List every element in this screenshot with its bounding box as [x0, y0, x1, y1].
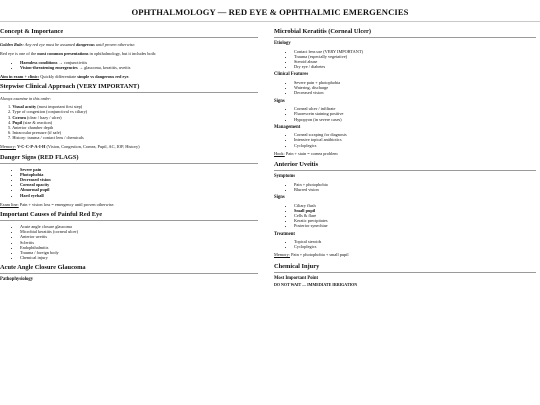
intro-text-a: Red eye is one of the: [0, 51, 38, 57]
left-column: [0, 28, 258, 283]
approach-intro: Always examine in this order:: [0, 96, 52, 102]
step-rest: (most important first step): [36, 104, 83, 110]
intro-bold: most common presentations: [37, 51, 89, 57]
memory-text: Pain + photophobia + small pupil: [290, 252, 349, 258]
list-item: [20, 65, 258, 70]
treatment-list: [274, 239, 536, 249]
page-title: OPHTHALMOLOGY — RED EYE & OPHTHALMIC EMERGENCIES: [131, 7, 409, 17]
bullet-rest: → conjunctivitis: [57, 59, 88, 65]
list-item: • Blurred vision: [294, 187, 536, 192]
step-number: 4.: [8, 119, 12, 125]
step-rest: (clear / hazy / ulcer): [25, 114, 62, 120]
approach-steps: [0, 104, 258, 140]
list-item: • Intensive topical antibiotics: [294, 137, 536, 142]
step-bold: Cornea: [12, 114, 26, 120]
hook-text: Pain + stain = cornea problem: [284, 150, 338, 156]
list-item: • Steroid abuse: [294, 59, 536, 64]
title-divider: [0, 21, 540, 22]
step-bold: Pupil: [12, 119, 23, 125]
aim-text-b: .: [128, 73, 130, 79]
list-item: • Keratic precipitates: [294, 218, 536, 223]
list-item: • Chemical injury: [20, 255, 258, 260]
chemical-subheading: Most Important Point: [274, 275, 319, 281]
concept-intro: [0, 51, 258, 56]
features-list: [274, 80, 536, 95]
list-item: • Decreased vision: [20, 177, 258, 182]
step-rest: Type of congestion (conjunctival vs ciliary): [12, 109, 88, 115]
list-item: • Cells & flare: [294, 213, 536, 218]
list-item: • Trauma (especially vegetative): [294, 54, 536, 59]
signs-list: [274, 106, 536, 121]
aim-bold: simple vs dangerous red eye: [77, 73, 129, 79]
list-item: • Fluorescein staining positive: [294, 111, 536, 116]
memory-label: Memory:: [0, 144, 16, 150]
right-column: [274, 28, 536, 288]
list-item: • Microbial keratitis (corneal ulcer): [20, 229, 258, 234]
pathophysiology-subheading: Pathophysiology: [0, 277, 34, 283]
danger-list: [0, 167, 258, 198]
hook-line: [274, 151, 536, 156]
chemical-section: [274, 263, 536, 289]
memory-bold: V-C-C-P-A-I-H: [17, 144, 46, 150]
uveitis-heading: Anterior Uveitis: [274, 161, 536, 171]
list-item: • Contact lens use (VERY IMPORTANT): [294, 49, 536, 54]
aim-line: [0, 74, 258, 79]
list-item: • Hypopyon (in severe cases): [294, 117, 536, 122]
golden-rule: [0, 42, 258, 47]
memory-rest: (Vision, Congestion, Cornea, Pupil, AC, IOP, History): [45, 144, 140, 150]
list-item: • Small pupil: [294, 208, 536, 213]
uveitis-signs-subheading: Signs: [274, 195, 285, 201]
list-item: • Corneal scraping for diagnosis: [294, 132, 536, 137]
concept-bullets: [0, 60, 258, 70]
bullet-rest: → glaucoma, keratitis, uveitis: [77, 64, 131, 70]
step-rest: History: trauma / contact lens / chemicals: [12, 135, 84, 141]
list-item: • Endophthalmitis: [20, 245, 258, 250]
aim-label: Aim in exam + clinic:: [0, 73, 40, 79]
step-number: 1.: [8, 104, 12, 110]
symptoms-list: [274, 182, 536, 192]
list-item: • Severe pain: [20, 167, 258, 172]
list-item: • Pain + photophobia: [294, 182, 536, 187]
step-number: 3.: [8, 114, 12, 120]
glaucoma-section: [0, 264, 258, 283]
list-item: • Photophobia: [20, 172, 258, 177]
management-subheading: Management: [274, 124, 301, 130]
list-item: • Cycloplegics: [294, 244, 536, 249]
keratitis-section: [274, 28, 536, 156]
causes-list: [0, 224, 258, 260]
list-item: • Hard eyeball: [20, 193, 258, 198]
exam-line-text: Pain + vision loss = emergency until proven otherwise.: [18, 201, 115, 207]
approach-section: [0, 83, 258, 150]
step-number: 6.: [8, 130, 12, 136]
intro-text-b: in ophthalmology, but it includes both:: [88, 51, 157, 57]
concept-heading: Concept & Importance: [0, 28, 258, 38]
signs-subheading: Signs: [274, 98, 285, 104]
keratitis-heading: Microbial Keratitis (Corneal Ulcer): [274, 28, 536, 38]
step-number: 7.: [8, 135, 12, 141]
list-item: • Corneal ulcer / infiltrate: [294, 106, 536, 111]
list-item: • Trauma / foreign body: [20, 250, 258, 255]
golden-rule-text-a: Any red eye must be assumed: [23, 42, 77, 48]
etiology-list: [274, 49, 536, 70]
golden-rule-text-b: until proven otherwise.: [94, 42, 136, 48]
step-number: 2.: [8, 109, 12, 115]
step-bold: Visual acuity: [12, 104, 37, 110]
golden-rule-label: Golden Rule:: [0, 42, 24, 48]
list-item: • Ciliary flush: [294, 203, 536, 208]
chemical-heading: Chemical Injury: [274, 263, 536, 273]
list-item: • Scleritis: [20, 240, 258, 245]
memory-label: Memory:: [274, 252, 290, 258]
list-item: • Corneal opacity: [20, 182, 258, 187]
features-subheading: Clinical Features: [274, 72, 309, 78]
aim-text-a: Quickly differentiate: [39, 73, 78, 79]
list-item: • Severe pain + photophobia: [294, 80, 536, 85]
list-item: • Watering, discharge: [294, 85, 536, 90]
uveitis-memory-line: [274, 252, 536, 257]
list-item: • Cycloplegics: [294, 143, 536, 148]
list-item: • Posterior synechiae: [294, 223, 536, 228]
exam-line: [0, 202, 258, 207]
step-rest: Anterior chamber depth: [12, 124, 54, 130]
list-item: [8, 135, 258, 140]
chemical-key-line: DO NOT WAIT — IMMEDIATE IRRIGATION: [274, 282, 358, 288]
symptoms-subheading: Symptoms: [274, 174, 296, 180]
step-number: 5.: [8, 124, 12, 130]
etiology-subheading: Etiology: [274, 41, 291, 47]
uveitis-section: [274, 161, 536, 258]
list-item: • Anterior uveitis: [20, 234, 258, 239]
glaucoma-heading: Acute Angle Closure Glaucoma: [0, 264, 258, 274]
causes-section: [0, 211, 258, 260]
concept-section: [0, 28, 258, 79]
list-item: • Abnormal pupil: [20, 187, 258, 192]
step-rest: Intraocular pressure (if safe): [12, 130, 62, 136]
exam-line-label: Exam line:: [0, 201, 19, 207]
bullet-bold: Harmless conditions: [20, 59, 58, 65]
uveitis-signs-list: [274, 203, 536, 229]
list-item: • Decreased vision: [294, 90, 536, 95]
list-item: • Dry eye / diabetes: [294, 64, 536, 69]
bullet-bold: Vision-threatening emergencies: [20, 64, 78, 70]
approach-heading: Stepwise Clinical Approach (VERY IMPORTANT): [0, 83, 258, 93]
management-list: [274, 132, 536, 147]
golden-rule-bold: dangerous: [76, 42, 95, 48]
treatment-subheading: Treatment: [274, 231, 295, 237]
memory-line: [0, 144, 258, 149]
hook-label: Hook:: [274, 150, 285, 156]
causes-heading: Important Causes of Painful Red Eye: [0, 211, 258, 221]
list-item: • Acute angle closure glaucoma: [20, 224, 258, 229]
danger-section: [0, 154, 258, 207]
list-item: • Topical steroids: [294, 239, 536, 244]
danger-heading: Danger Signs (RED FLAGS): [0, 154, 258, 164]
step-rest: (size & reaction): [22, 119, 53, 125]
